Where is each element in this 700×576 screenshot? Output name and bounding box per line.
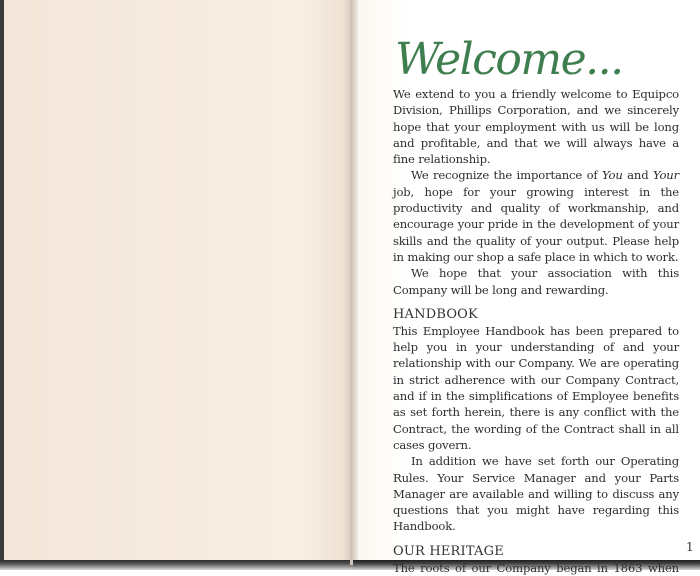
- left-page-bottom-edge: [0, 560, 353, 570]
- emphasis-you: You: [602, 168, 623, 183]
- heritage-paragraph-1: The roots of our Company began in 1863 when: [393, 560, 679, 575]
- left-page-blank: [0, 0, 353, 562]
- emphasis-your: Your: [652, 168, 680, 183]
- handbook-paragraph-2: In addition we have set forth our Operating Rules. Your Service Manager and your Parts Manager are available and willing to discuss any questions that you might have regarding this Handbook.: [393, 454, 679, 534]
- intro-p2-text: job, hope for your growing interest in the productivity and quality of workmanship, and encourage your pride in the development of your skills and the quality of your output. Please help in making our shop a safe place in which to work.: [393, 184, 679, 264]
- section-heading-our-heritage: OUR HERITAGE: [393, 543, 504, 559]
- intro-p2-text: We recognize the importance of: [411, 168, 603, 183]
- page-title: Welcome...: [395, 34, 623, 85]
- intro-paragraph-3: We hope that your association with this Company will be long and rewarding.: [393, 266, 679, 297]
- intro-paragraph-1: We extend to you a friendly welcome to Equipco Division, Phillips Corporation, and we sincerely hope that your employment with us will be long and profitable, and that we will always have a fine relationship.: [393, 87, 679, 167]
- intro-paragraph-2: [393, 167, 679, 265]
- right-page-content: [393, 36, 679, 576]
- intro-p2-text: and: [622, 168, 653, 183]
- section-heading-handbook: HANDBOOK: [393, 306, 478, 322]
- page-number: 1: [686, 540, 694, 554]
- left-page-edge: [0, 0, 4, 565]
- handbook-paragraph-1: This Employee Handbook has been prepared to help you in your understanding of and your relationship with our Company. We are operating in strict adherence with our Company Contract, and if in the simplifications of Employee benefits as set forth herein, there is any conflict with the Contract, the wording of the Contract shall in all cases govern.: [393, 323, 679, 452]
